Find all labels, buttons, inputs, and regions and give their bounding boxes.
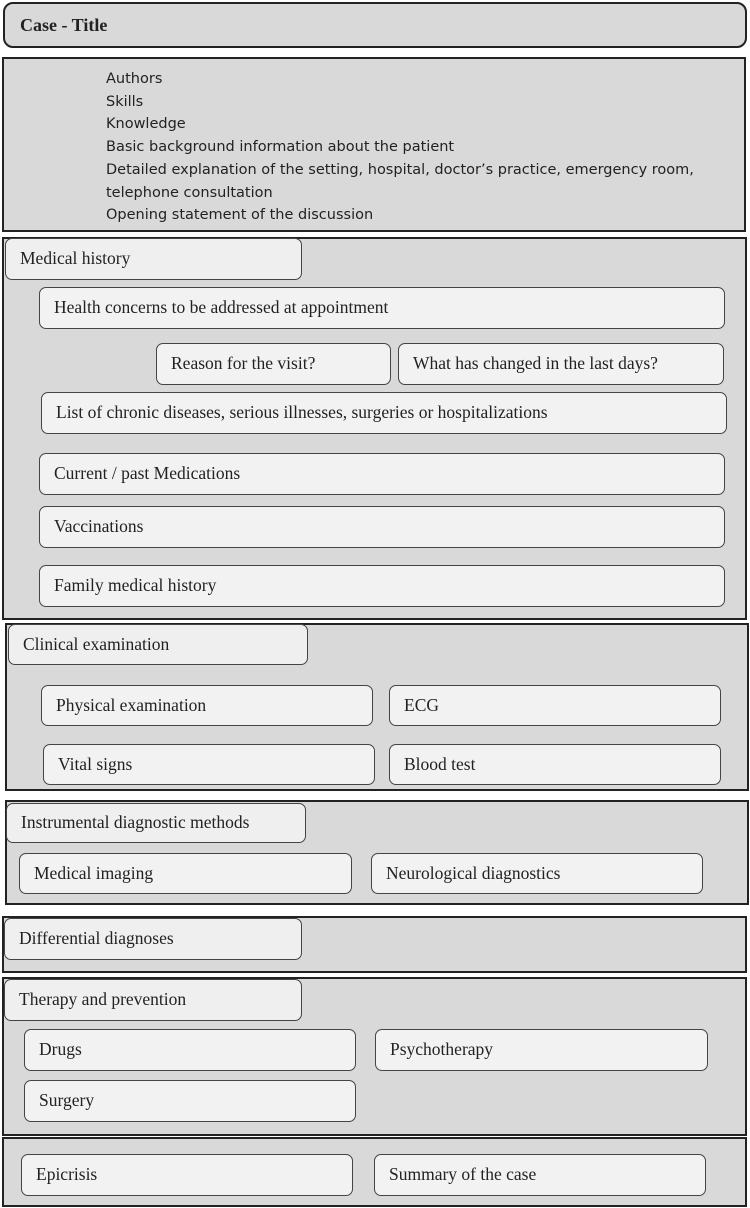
clinical-examination-header: Clinical examination bbox=[8, 624, 308, 665]
case-info-box bbox=[2, 57, 746, 232]
reason-for-visit-box: Reason for the visit? bbox=[156, 343, 391, 385]
psychotherapy-box: Psychotherapy bbox=[375, 1029, 708, 1071]
info-opening-statement: Opening statement of the discussion bbox=[106, 207, 374, 224]
surgery-box: Surgery bbox=[24, 1080, 356, 1122]
neurological-diagnostics-box: Neurological diagnostics bbox=[371, 853, 703, 894]
vaccinations-box: Vaccinations bbox=[39, 506, 725, 548]
physical-examination-box: Physical examination bbox=[41, 685, 373, 726]
case-title: Case - Title bbox=[3, 2, 747, 48]
instrumental-diagnostics-header: Instrumental diagnostic methods bbox=[6, 803, 306, 843]
differential-diagnoses-header: Differential diagnoses bbox=[4, 918, 302, 960]
info-background: Basic background information about the patient bbox=[106, 139, 455, 156]
health-concerns-box: Health concerns to be addressed at appointment bbox=[39, 287, 725, 329]
medical-history-header: Medical history bbox=[5, 238, 302, 280]
medications-box: Current / past Medications bbox=[39, 453, 725, 495]
epicrisis-box: Epicrisis bbox=[21, 1154, 353, 1196]
therapy-prevention-header: Therapy and prevention bbox=[4, 979, 302, 1021]
info-setting: Detailed explanation of the setting, hospital, doctor’s practice, emergency room, bbox=[106, 161, 694, 178]
blood-test-box: Blood test bbox=[389, 744, 721, 785]
family-history-box: Family medical history bbox=[39, 565, 725, 607]
ecg-box: ECG bbox=[389, 685, 721, 726]
info-skills: Skills bbox=[106, 93, 144, 110]
vital-signs-box: Vital signs bbox=[43, 744, 375, 785]
case-info-list bbox=[106, 68, 724, 227]
chronic-diseases-box: List of chronic diseases, serious illnesses, surgeries or hospitalizations bbox=[41, 392, 727, 434]
drugs-box: Drugs bbox=[24, 1029, 356, 1071]
info-authors: Authors bbox=[106, 71, 163, 87]
medical-imaging-box: Medical imaging bbox=[19, 853, 352, 894]
what-changed-box: What has changed in the last days? bbox=[398, 343, 724, 385]
case-summary-box: Summary of the case bbox=[374, 1154, 706, 1196]
info-knowledge: Knowledge bbox=[106, 116, 186, 133]
info-setting-continued: telephone consultation bbox=[106, 184, 273, 201]
